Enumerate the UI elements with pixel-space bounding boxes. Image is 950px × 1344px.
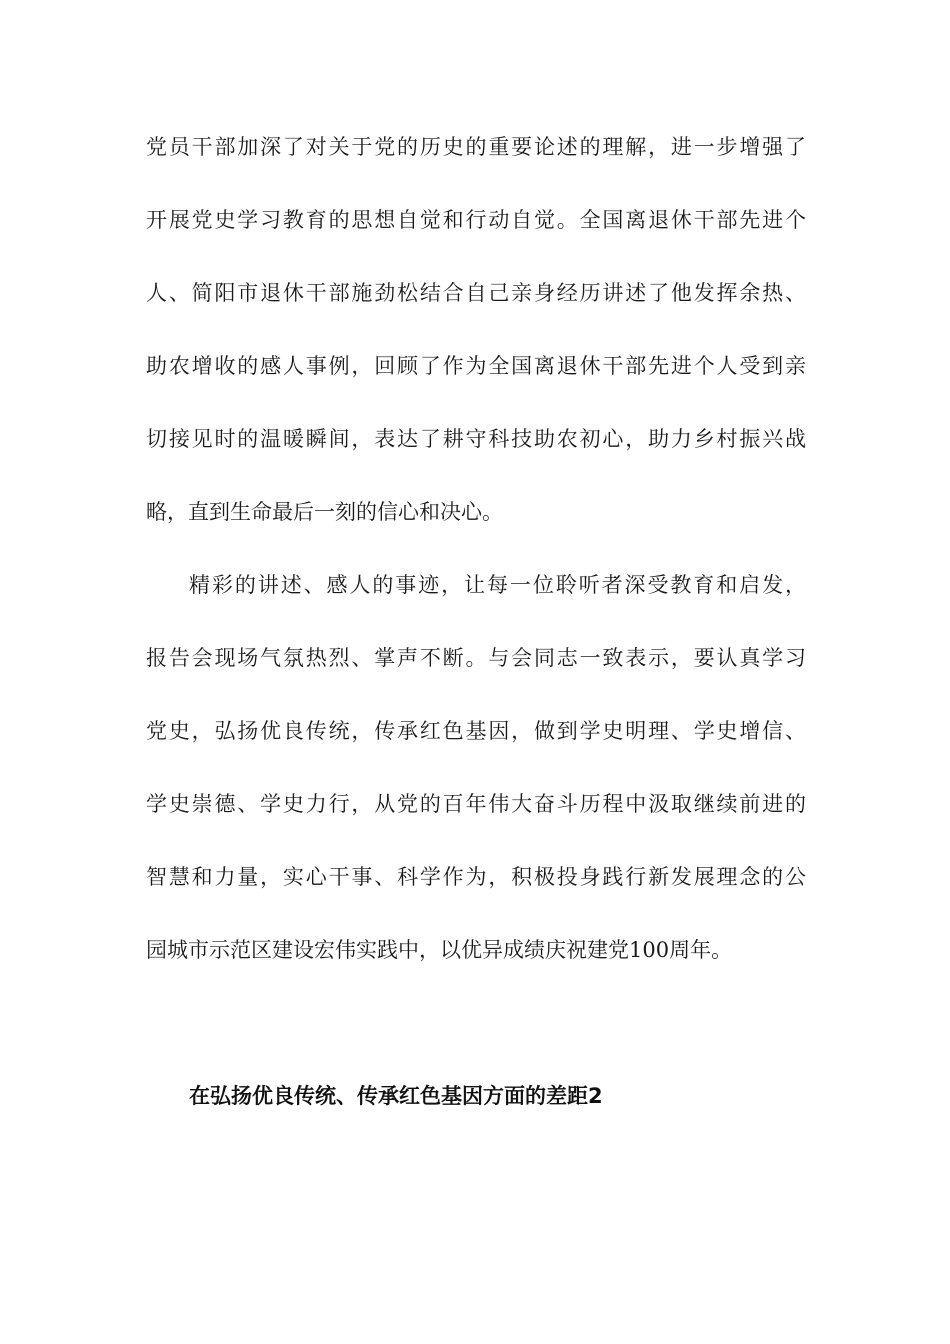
section-heading: 在弘扬优良传统、传承红色基因方面的差距2 <box>189 1084 603 1108</box>
paragraph-1-line-6: 略，直到生命最后一刻的信心和决心。 <box>146 500 503 524</box>
paragraph-1-line-4: 助农增收的感人事例，回顾了作为全国离退休干部先进个人受到亲 <box>146 354 806 378</box>
paragraph-1-line-1: 党员干部加深了对关于党的历史的重要论述的理解，进一步增强了 <box>146 135 806 159</box>
paragraph-2-line-6: 园城市示范区建设宏伟实践中，以优异成绩庆祝建党100周年。 <box>146 938 733 962</box>
paragraph-1-line-2: 开展党史学习教育的思想自觉和行动自觉。全国离退休干部先进个 <box>146 208 806 232</box>
paragraph-2-line-5: 智慧和力量，实心干事、科学作为，积极投身践行新发展理念的公 <box>146 865 806 889</box>
paragraph-2-line-1: 精彩的讲述、感人的事迹，让每一位聆听者深受教育和启发， <box>189 573 806 597</box>
paragraph-2-line-4: 学史崇德、学史力行，从党的百年伟大奋斗历程中汲取继续前进的 <box>146 792 806 816</box>
paragraph-1-line-3: 人、简阳市退休干部施劲松结合自己亲身经历讲述了他发挥余热、 <box>146 281 806 305</box>
paragraph-2-line-3: 党史，弘扬优良传统，传承红色基因，做到学史明理、学史增信、 <box>146 719 806 743</box>
paragraph-1-line-5: 切接见时的温暖瞬间，表达了耕守科技助农初心，助力乡村振兴战 <box>146 427 806 451</box>
paragraph-2-line-2: 报告会现场气氛热烈、掌声不断。与会同志一致表示，要认真学习 <box>146 646 806 670</box>
